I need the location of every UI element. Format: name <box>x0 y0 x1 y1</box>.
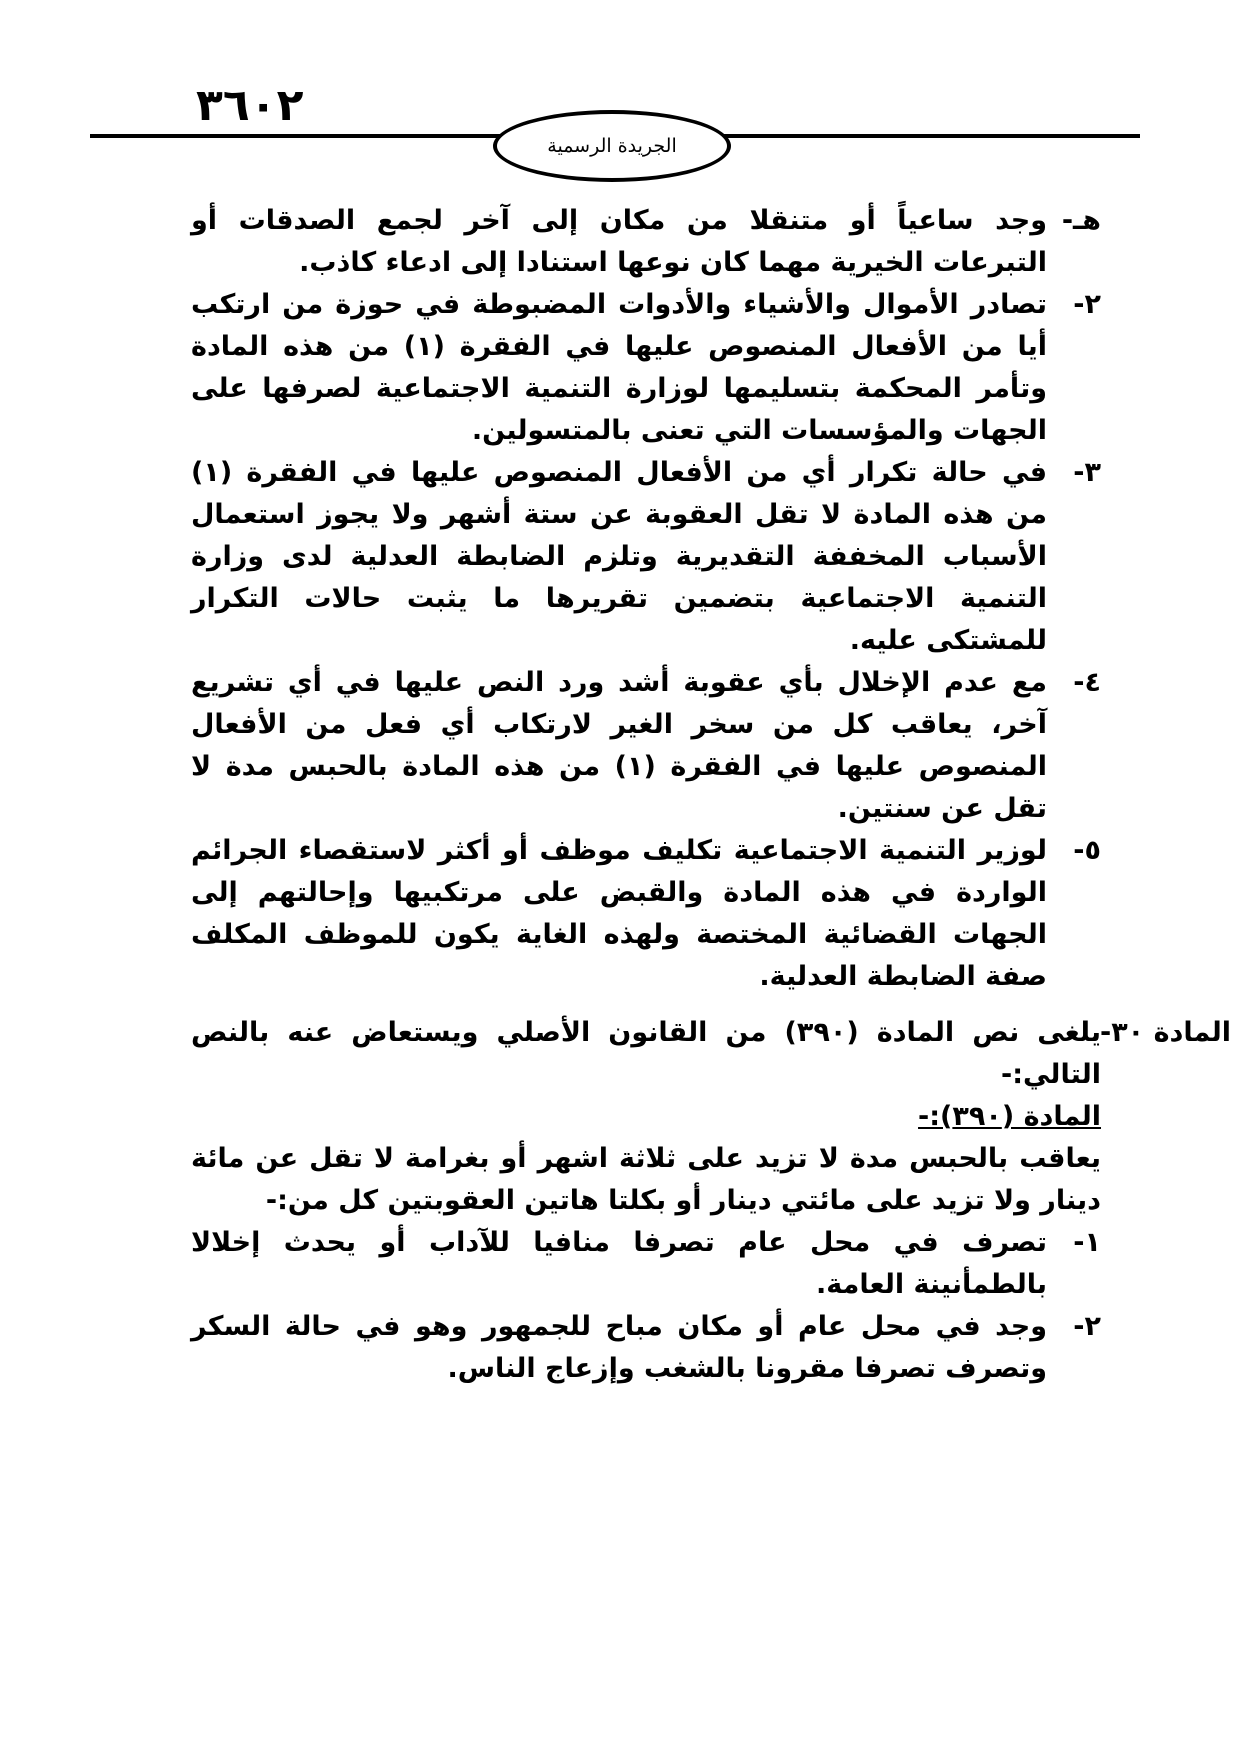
item-marker: هـ- <box>1061 205 1101 236</box>
item-text: تصرف في محل عام تصرفا منافيا للآداب أو يحدث إخلالا بالطمأنينة العامة. <box>191 1227 1047 1300</box>
journal-title-oval <box>493 110 731 182</box>
item-number: ٥- <box>1073 835 1101 866</box>
item-text: مع عدم الإخلال بأي عقوبة أشد ورد النص عليها في أي تشريع آخر، يعاقب كل من سخر الغير لارتكاب أي فعل من الأفعال المنصوص عليها في الفقرة (١) من هذه المادة بالحبس مدة لا تقل عن سنتين. <box>191 667 1047 824</box>
document-body <box>191 200 1231 1390</box>
article-word: المادة <box>1153 1017 1231 1048</box>
list-item-5 <box>191 830 1101 998</box>
article-number: ٣٠- <box>1099 1017 1145 1048</box>
item-text: تصادر الأموال والأشياء والأدوات المضبوطة في حوزة من ارتكب أيا من الأفعال المنصوص عليها في الفقرة (١) من هذه المادة وتأمر المحكمة بتسليمها لوزارة التنمية الاجتماعية لصرفها على الجهات والمؤسسات التي تعنى بالمتسولين. <box>191 289 1047 446</box>
article-label <box>1101 1012 1231 1054</box>
list-item-390-1 <box>191 1222 1101 1306</box>
list-item-4 <box>191 662 1101 830</box>
item-text: وجد في محل عام أو مكان مباح للجمهور وهو في حالة السكر وتصرف تصرفا مقرونا بالشغب وإزعاج الناس. <box>191 1311 1047 1384</box>
list-item-390-2 <box>191 1306 1101 1390</box>
item-text: لوزير التنمية الاجتماعية تكليف موظف أو أكثر لاستقصاء الجرائم الواردة في هذه المادة والقبض على مرتكبيها وإحالتهم إلى الجهات القضائية المختصة ولهذه الغاية يكون للموظف المكلف صفة الضابطة العدلية. <box>191 835 1047 992</box>
page-number: ٣٦٠٢ <box>196 80 304 131</box>
article-30 <box>191 1012 1231 1096</box>
item-number: ١- <box>1073 1227 1101 1258</box>
item-number: ٣- <box>1073 457 1101 488</box>
list-item-2 <box>191 284 1101 452</box>
item-text: في حالة تكرار أي من الأفعال المنصوص عليها في الفقرة (١) من هذه المادة لا تقل العقوبة عن ستة أشهر ولا يجوز استعمال الأسباب المخففة التقديرية وتلزم الضابطة العدلية لدى وزارة التنمية الاجتماعية بتضمين تقريرها ما يثبت حالات التكرار للمشتكى عليه. <box>191 457 1047 656</box>
article-intro: يلغى نص المادة (٣٩٠) من القانون الأصلي ويستعاض عنه بالنص التالي:- <box>191 1017 1101 1090</box>
item-number: ٢- <box>1073 1311 1101 1342</box>
article-390-paragraph: يعاقب بالحبس مدة لا تزيد على ثلاثة اشهر أو بغرامة لا تقل عن مائة دينار ولا تزيد على مائتي دينار أو بكلتا هاتين العقوبتين كل من:- <box>191 1143 1101 1216</box>
item-number: ٤- <box>1073 667 1101 698</box>
sub-heading-article-390: المادة (٣٩٠):- <box>918 1101 1101 1132</box>
item-text: وجد ساعياً أو متنقلا من مكان إلى آخر لجمع الصدقات أو التبرعات الخيرية مهما كان نوعها استنادا إلى ادعاء كاذب. <box>191 205 1047 278</box>
item-number: ٢- <box>1073 289 1101 320</box>
journal-title: الجريدة الرسمية <box>547 135 677 157</box>
list-item-3 <box>191 452 1101 662</box>
list-item-h <box>191 200 1101 284</box>
